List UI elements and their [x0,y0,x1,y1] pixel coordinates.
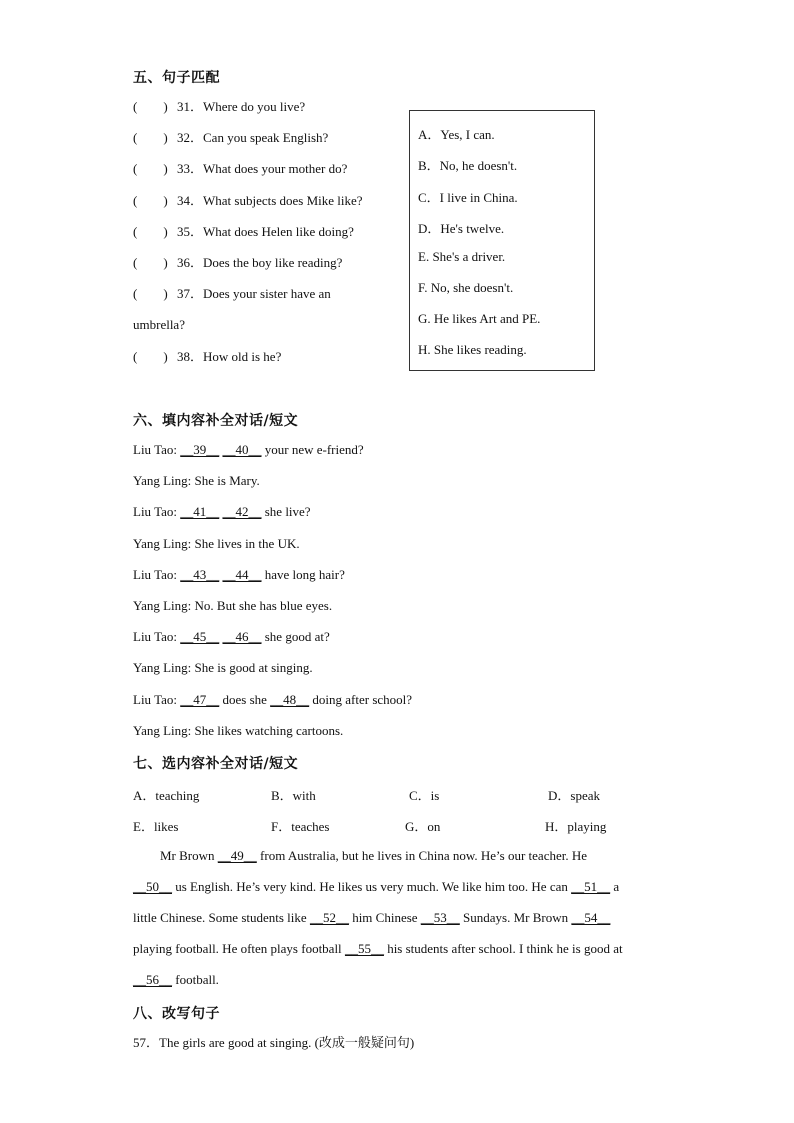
question-text: 33．What does your mother do? [177,161,348,176]
answer-paren[interactable]: ( ) [133,99,168,114]
dialogue-line: Liu Tao: __47__ does she __48__ doing after school? [133,692,413,707]
fill-blank-53[interactable]: __53__ [420,910,460,925]
dialogue-line: Yang Ling: She likes watching cartoons. [133,723,344,738]
question-text: 35．What does Helen like doing? [177,224,354,239]
dialogue-line: Liu Tao: __39__ __40__ your new e-friend? [133,442,364,457]
fill-blank-43[interactable]: __43__ [180,567,220,582]
answer-option-b: B．No, he doesn't. [418,158,518,173]
answer-option-h: H. She likes reading. [418,342,527,357]
fill-blank-56[interactable]: __56__ [133,972,172,987]
answer-option-g: G. He likes Art and PE. [418,311,541,326]
section6-title: 六、填内容补全对话/短文 [133,413,299,429]
fill-blank-49[interactable]: __49__ [217,848,257,863]
question-57: 57．The girls are good at singing. (改成一般疑问句) [133,1035,415,1050]
section7-title: 七、选内容补全对话/短文 [133,756,299,772]
fill-blank-39[interactable]: __39__ [180,442,220,457]
answer-paren[interactable]: ( ) [133,286,168,301]
dialogue-line: Liu Tao: __43__ __44__ have long hair? [133,567,345,582]
answer-option-d: D．He's twelve. [418,221,505,236]
question-31 [133,98,305,116]
question-text: umbrella? [133,317,185,332]
dialogue-line: Yang Ling: She is good at singing. [133,660,313,675]
option-b: B．with [271,788,316,803]
fill-blank-46[interactable]: __46__ [222,629,262,644]
question-text: 38．How old is he? [177,349,282,364]
question-text: 37．Does your sister have an [177,286,331,301]
question-text: 31．Where do you live? [177,99,306,114]
answer-paren[interactable]: ( ) [133,193,168,208]
fill-blank-54[interactable]: __54__ [571,910,611,925]
option-h: H．playing [545,819,607,834]
question-text: 32．Can you speak English? [177,130,329,145]
dialogue-line: Yang Ling: She lives in the UK. [133,536,300,551]
passage-line: Mr Brown __49__ from Australia, but he lives in China now. He’s our teacher. He [160,848,587,863]
fill-blank-44[interactable]: __44__ [222,567,262,582]
passage-line: playing football. He often plays football __55__ his students after school. I think he is good at [133,941,623,956]
passage-line: __50__ us English. He’s very kind. He likes us very much. We like him too. He can __51__ a [133,879,620,894]
answer-option-e: E. She's a driver. [418,249,506,264]
question-34 [133,192,363,210]
answer-paren[interactable]: ( ) [133,349,168,364]
fill-blank-41[interactable]: __41__ [180,504,220,519]
dialogue-line: Liu Tao: __45__ __46__ she good at? [133,629,330,644]
dialogue-line: Liu Tao: __41__ __42__ she live? [133,504,311,519]
option-f: F．teaches [271,819,330,834]
fill-blank-42[interactable]: __42__ [222,504,262,519]
passage-line: little Chinese. Some students like __52__ him Chinese __53__ Sundays. Mr Brown __54__ [133,910,611,925]
question-37 [133,285,331,303]
answer-paren[interactable]: ( ) [133,130,168,145]
fill-blank-48[interactable]: __48__ [270,692,310,707]
question-38 [133,348,281,366]
answer-paren[interactable]: ( ) [133,224,168,239]
option-g: G．on [405,819,441,834]
fill-blank-47[interactable]: __47__ [180,692,220,707]
question-36 [133,254,342,272]
question-33 [133,160,347,178]
answer-options-box [409,110,595,371]
fill-blank-52[interactable]: __52__ [309,910,349,925]
answer-paren[interactable]: ( ) [133,161,168,176]
answer-paren[interactable]: ( ) [133,255,168,270]
answer-option-a: A．Yes, I can. [418,127,495,142]
dialogue-line: Yang Ling: No. But she has blue eyes. [133,598,333,613]
option-a: A．teaching [133,788,200,803]
option-e: E．likes [133,819,179,834]
fill-blank-45[interactable]: __45__ [180,629,220,644]
question-32 [133,129,328,147]
answer-option-f: F. No, she doesn't. [418,280,514,295]
fill-blank-51[interactable]: __51__ [571,879,611,894]
passage-line: __56__ football. [133,972,219,987]
question-text: 36．Does the boy like reading? [177,255,343,270]
fill-blank-55[interactable]: __55__ [344,941,384,956]
question-37-continued [133,316,185,334]
answer-option-c: C．I live in China. [418,190,518,205]
question-35 [133,223,354,241]
fill-blank-50[interactable]: __50__ [133,879,172,894]
option-d: D．speak [548,788,600,803]
section8-title: 八、改写句子 [133,1006,220,1022]
question-text: 34．What subjects does Mike like? [177,193,363,208]
option-c: C．is [409,788,440,803]
dialogue-line: Yang Ling: She is Mary. [133,473,260,488]
section5-title: 五、句子匹配 [133,70,220,86]
fill-blank-40[interactable]: __40__ [222,442,262,457]
